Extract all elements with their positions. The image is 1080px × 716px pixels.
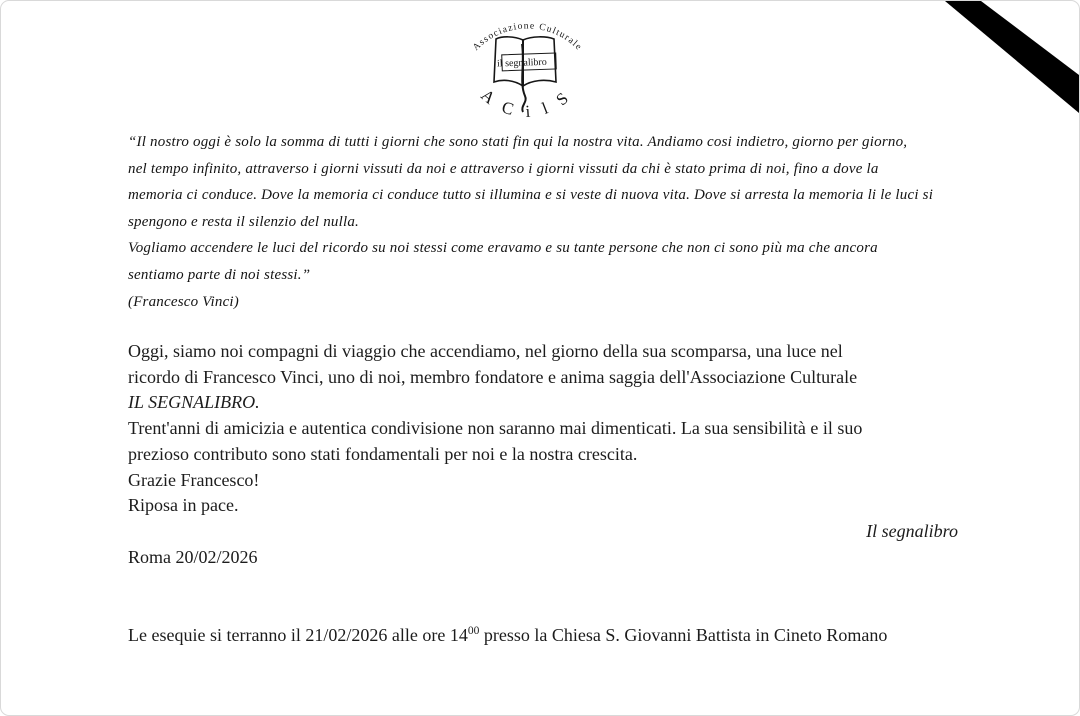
quote-attribution: (Francesco Vinci): [128, 293, 239, 310]
logo-book-label: il segnalibro: [496, 56, 547, 70]
quote-line: memoria ci conduce. Dove la memoria ci conduce tutto si illumina e si veste di nuova vita. Dove si arresta la memoria li le luci si: [128, 187, 934, 204]
body-line: ricordo di Francesco Vinci, uno di noi, membro fondatore e anima saggia dell'Associazione Culturale: [128, 366, 858, 387]
memorial-quote: [128, 129, 933, 315]
svg-text:A C i l S: [477, 85, 575, 121]
funeral-time-superscript: 00: [467, 625, 480, 637]
logo-arc-top-text: Associazione Culturale: [471, 21, 584, 53]
quote-line: sentiamo parte di noi stessi.”: [128, 266, 311, 283]
logo-wordmark: [497, 53, 557, 71]
place-date-line: Roma 20/02/2026: [128, 546, 258, 567]
svg-text:Associazione Culturale: [471, 21, 584, 53]
quote-line: Vogliamo accendere le luci del ricordo su noi stessi come eravamo e su tante persone che non ci sono più ma che ancora: [128, 240, 878, 257]
association-logo: [451, 9, 601, 121]
association-name-line: IL SEGNALIBRO.: [128, 392, 260, 413]
mourning-ribbon-icon: [939, 1, 1079, 116]
rest-in-peace-line: Riposa in pace.: [128, 495, 239, 516]
body-line: prezioso contributo sono stati fondamentali per noi e la nostra crescita.: [128, 443, 638, 464]
announcement-body: [128, 339, 958, 570]
body-line: Oggi, siamo noi compagni di viaggio che accendiamo, nel giorno della sua scomparsa, una luce nel: [128, 341, 843, 361]
funeral-text-before-time: Le esequie si terranno il 21/02/2026 alle ore 14: [128, 625, 468, 645]
quote-line: nel tempo infinito, attraverso i giorni vissuti da noi e attraverso i giorni vissuti da chi è stato prima di noi, fino a dove la: [128, 160, 879, 177]
body-line: Trent'anni di amicizia e autentica condivisione non saranno mai dimenticati. La sua sensibilità e il suo: [128, 418, 863, 439]
logo-arc-bottom-text: A C i l S: [477, 85, 576, 121]
thanks-line: Grazie Francesco!: [128, 469, 260, 490]
funeral-details-line: [128, 623, 887, 649]
signature: Il segnalibro: [866, 520, 958, 541]
quote-line: “Il nostro oggi è solo la somma di tutti i giorni che sono stati fin qui la nostra vita. Andiamo cosi indietro, giorno per giorno,: [128, 134, 908, 150]
quote-line: spengono e resta il silenzio del nulla.: [128, 213, 359, 230]
funeral-text-after-time: presso la Chiesa S. Giovanni Battista in Cineto Romano: [479, 625, 888, 645]
